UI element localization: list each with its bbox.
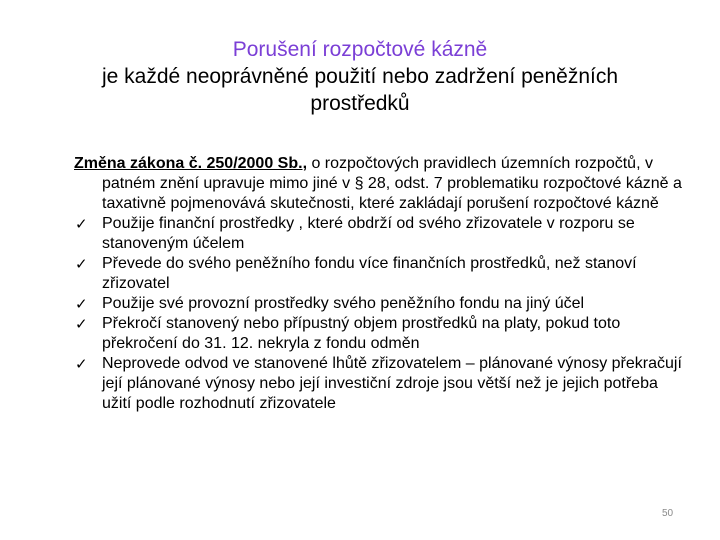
list-item: [74, 214, 684, 254]
list-item-text: Neprovede odvod ve stanovené lhůtě zřizovatelem – plánované výnosy překračují její plánované výnosy nebo její investiční zdroje jsou větší než je jejich potřeba užití podle rozhodnutí zřizovatele: [102, 355, 682, 412]
title-line-3: prostředků: [310, 92, 410, 115]
page-number: 50: [662, 508, 674, 519]
check-icon: ✓: [75, 295, 88, 313]
list-item-text: Převede do svého peněžního fondu více finančních prostředků, než stanoví zřizovatel: [102, 255, 637, 292]
title-line-2: je každé neoprávněné použití nebo zadržení peněžních: [101, 65, 619, 88]
list-item-text: Překročí stanovený nebo přípustný objem prostředků na platy, pokud toto překročení do 31. 12. nekryla z fondu odměn: [102, 315, 621, 352]
check-icon: ✓: [75, 355, 88, 373]
slide-title: [40, 36, 680, 117]
list-item: [74, 354, 684, 414]
intro-paragraph: [74, 154, 684, 214]
intro-text: o rozpočtových pravidlech územních rozpočtů, v patném znění upravuje mimo jiné v § 28, odst. 7 problematiku rozpočtové kázně a taxativně pojmenovává skutečnosti, které zakládají porušení rozpočtové kázně: [102, 155, 682, 212]
check-icon: ✓: [75, 315, 88, 333]
checklist: [74, 214, 684, 414]
check-icon: ✓: [75, 215, 88, 233]
slide-body: [74, 154, 684, 414]
law-reference: Změna zákona č. 250/2000 Sb.,: [74, 155, 308, 172]
list-item: [74, 254, 684, 294]
list-item: [74, 294, 684, 314]
list-item: [74, 314, 684, 354]
title-line-1: Porušení rozpočtové kázně: [232, 38, 488, 61]
list-item-text: Použije finanční prostředky , které obdrží od svého zřizovatele v rozporu se stanoveným účelem: [102, 215, 635, 252]
check-icon: ✓: [75, 255, 88, 273]
list-item-text: Použije své provozní prostředky svého peněžního fondu na jiný účel: [102, 295, 585, 312]
